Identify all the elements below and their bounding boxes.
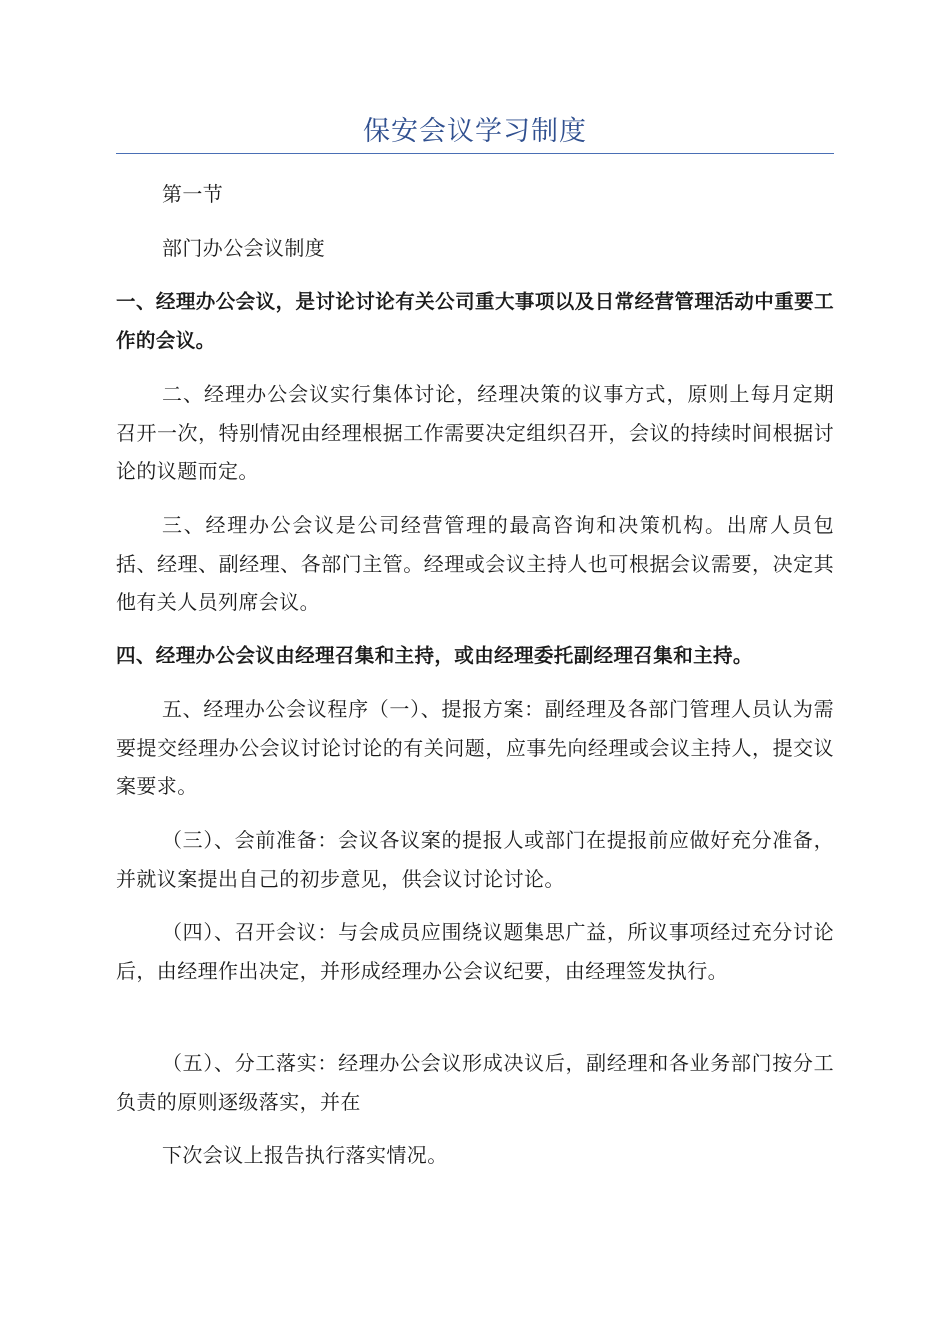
- paragraph-3: 三、经理办公会议是公司经营管理的最高咨询和决策机构。出席人员包括、经理、副经理、各部门主管。经理或会议主持人也可根据会议需要，决定其他有关人员列席会议。: [116, 513, 834, 614]
- paragraph-8: （五）、分工落实：经理办公会议形成决议后，副经理和各业务部门按分工负责的原则逐级落实，并在: [116, 1051, 834, 1114]
- paragraph-2: 二、经理办公会议实行集体讨论，经理决策的议事方式，原则上每月定期召开一次，特别情况由经理根据工作需要决定组织召开，会议的持续时间根据讨论的议题而定。: [116, 382, 834, 483]
- section-heading: 第一节: [162, 182, 224, 206]
- paragraph-5: 五、经理办公会议程序（一）、提报方案：副经理及各部门管理人员认为需要提交经理办公会议讨论讨论的有关问题，应事先向经理或会议主持人，提交议案要求。: [116, 697, 834, 798]
- paragraph-6: （三）、会前准备：会议各议案的提报人或部门在提报前应做好充分准备，并就议案提出自己的初步意见，供会议讨论讨论。: [116, 828, 834, 891]
- document-title: 保安会议学习制度: [363, 116, 587, 147]
- section-subtitle: 部门办公会议制度: [162, 236, 326, 260]
- paragraph-7: （四）、召开会议：与会成员应围绕议题集思广益，所议事项经过充分讨论后，由经理作出决定，并形成经理办公会议纪要，由经理签发执行。: [116, 920, 834, 983]
- paragraph-9: 下次会议上报告执行落实情况。: [162, 1143, 448, 1167]
- paragraph-1: 一、经理办公会议，是讨论讨论有关公司重大事项以及日常经营管理活动中重要工作的会议。: [116, 290, 834, 352]
- paragraph-4: 四、经理办公会议由经理召集和主持，或由经理委托副经理召集和主持。: [116, 644, 753, 667]
- title-underline: [116, 153, 834, 154]
